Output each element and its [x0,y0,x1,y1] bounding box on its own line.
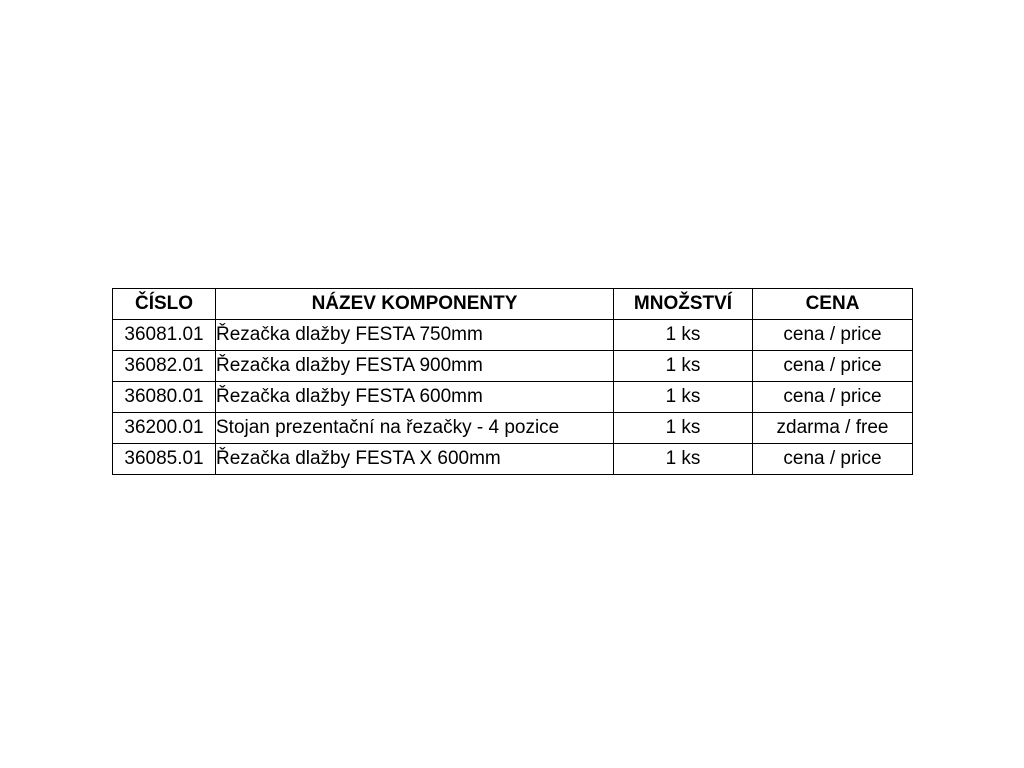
table-row [113,382,913,413]
cell-name: Řezačka dlažby FESTA 750mm [216,320,614,351]
cell-quantity: 1 ks [614,413,753,444]
table-row [113,444,913,475]
components-table-container [112,288,913,475]
cell-name: Řezačka dlažby FESTA 600mm [216,382,614,413]
cell-number: 36081.01 [113,320,216,351]
cell-price: cena / price [753,444,913,475]
cell-number: 36082.01 [113,351,216,382]
cell-name: Řezačka dlažby FESTA 900mm [216,351,614,382]
cell-number: 36200.01 [113,413,216,444]
table-row [113,320,913,351]
cell-quantity: 1 ks [614,444,753,475]
cell-price: zdarma / free [753,413,913,444]
header-name: NÁZEV KOMPONENTY [216,289,614,320]
cell-number: 36080.01 [113,382,216,413]
components-table [112,288,913,475]
cell-quantity: 1 ks [614,382,753,413]
cell-name: Stojan prezentační na řezačky - 4 pozice [216,413,614,444]
cell-price: cena / price [753,351,913,382]
table-header-row [113,289,913,320]
cell-name: Řezačka dlažby FESTA X 600mm [216,444,614,475]
cell-quantity: 1 ks [614,351,753,382]
cell-price: cena / price [753,320,913,351]
table-row [113,413,913,444]
header-price: CENA [753,289,913,320]
header-quantity: MNOŽSTVÍ [614,289,753,320]
table-row [113,351,913,382]
cell-number: 36085.01 [113,444,216,475]
header-number: ČÍSLO [113,289,216,320]
cell-quantity: 1 ks [614,320,753,351]
cell-price: cena / price [753,382,913,413]
